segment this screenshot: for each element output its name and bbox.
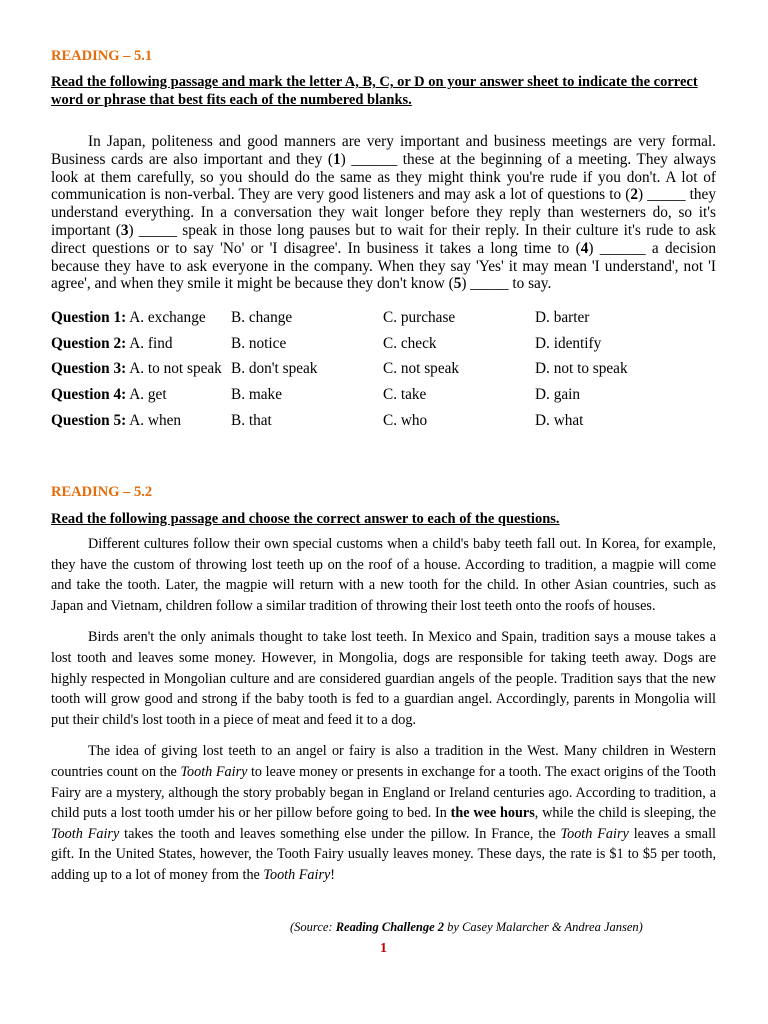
section-reading-5-2 xyxy=(51,484,716,886)
passage-text: to leave money or presents in exchange for a tooth. The exact origins of the Tooth Fairy are a mystery, although the story probably began in England or Ireland centuries ago. According to tradition, a child puts a lost tooth umder his or her pillow before going to bed. In xyxy=(51,763,716,822)
bold-phrase: the wee hours xyxy=(450,805,535,822)
option-a: A. exchange xyxy=(126,309,206,327)
option-b: B. change xyxy=(231,309,293,327)
source-citation: (Source: Reading Challenge 2 by Casey Malarcher & Andrea Jansen) xyxy=(290,920,643,934)
question-row xyxy=(51,331,628,357)
section-title: READING – 5.1 xyxy=(51,48,153,64)
option-c: C. check xyxy=(383,334,437,352)
passage-text: ) _____ to say. xyxy=(461,275,552,293)
emphasis: Tooth Fairy xyxy=(560,825,629,842)
question-row xyxy=(51,357,628,383)
blank-number: 5 xyxy=(453,275,462,293)
passage-text: , while the child is sleeping, the xyxy=(534,805,717,822)
blank-number: 4 xyxy=(580,239,589,257)
passage-paragraph: Birds aren't the only animals thought to take lost teeth. In Mexico and Spain, tradition says a mouse takes a lost tooth and leaves some money. However, in Mongolia, dogs are responsible for taking teeth away. Dogs are highly respected in Mongolian culture and are considered guardian angels of the people. Tradition says that the new tooth will grow good and strong if the baby tooth is fed to a guardian angel. Accordingly, parents in Mongolia will put their child's lost tooth in a piece of meat and feed it to a dog. xyxy=(51,629,716,728)
blank-number: 1 xyxy=(333,150,341,168)
passage xyxy=(51,133,716,293)
passage-paragraph: Different cultures follow their own special customs when a child's baby teeth fall out. In Korea, for example, they have the custom of throwing lost teeth up on the roof of a house. According to tradition, a magpie will come and take the tooth. Later, the magpie will return with a new tooth for the child. In other Asian countries, such as Japan and Vietnam, children follow a similar tradition of throwing their lost teeth onto the roofs of houses. xyxy=(51,536,716,614)
emphasis: Tooth Fairy xyxy=(51,825,120,842)
question-label: Question 4: xyxy=(51,386,127,404)
question-label: Question 2: xyxy=(51,334,127,352)
section-reading-5-1 xyxy=(51,48,716,434)
option-d: D. identify xyxy=(535,334,602,352)
option-d: D. gain xyxy=(535,386,581,404)
question-row xyxy=(51,305,628,331)
option-a: A. when xyxy=(126,411,182,429)
blank-number: 3 xyxy=(120,221,129,239)
question-label: Question 3: xyxy=(51,360,127,378)
option-d: D. barter xyxy=(535,309,590,327)
passage-text: ) _____ speak in those long pauses but to wait for their reply. In their culture it's rude to ask direct questions or to say 'No' or 'I disagree'. In business it takes a long time to ( xyxy=(51,221,716,257)
option-b: B. don't speak xyxy=(231,360,318,378)
option-b: B. make xyxy=(231,386,282,404)
option-c: C. who xyxy=(383,411,428,429)
option-c: C. purchase xyxy=(383,309,456,327)
instruction: Read the following passage and choose the correct answer to each of the questions. xyxy=(51,511,560,527)
option-c: C. take xyxy=(383,386,427,404)
option-a: A. find xyxy=(126,334,173,352)
question-table xyxy=(51,305,628,433)
option-c: C. not speak xyxy=(383,360,460,378)
question-label: Question 1: xyxy=(51,309,127,327)
passage-text: ! xyxy=(330,866,336,883)
question-row xyxy=(51,382,628,408)
blank-number: 2 xyxy=(630,186,639,204)
passage-text: ) ______ these at the beginning of a meeting. They always look at them carefully, so you should do the same as they might think you're rude if you don't. A lot of communication is non-verbal. They are very good listeners and may ask a lot of questions to ( xyxy=(51,150,717,204)
page-number: 1 xyxy=(380,941,387,956)
emphasis: Tooth Fairy xyxy=(263,866,331,883)
source-book-title: Reading Challenge 2 xyxy=(335,920,445,934)
passage-text: In Japan, politeness and good manners are very important and business meetings are very formal. Business cards are also important and they ( xyxy=(51,133,716,168)
passage-text: The idea of giving lost teeth to an angel or fairy is also a tradition in the West. Many children in Western countries count on the xyxy=(51,743,716,780)
section-title: READING – 5.2 xyxy=(51,484,153,500)
passage-text: takes the tooth and leaves something else under the pillow. In France, the xyxy=(119,825,561,842)
question-label: Question 5: xyxy=(51,411,127,429)
passage-text: ) ______ a decision because they have to ask everyone in the company. When they say 'Yes' it may mean 'I understand', not 'I agree', and when they smile it might be because they don't know ( xyxy=(51,239,716,293)
option-b: B. that xyxy=(231,411,272,429)
option-a: A. get xyxy=(126,386,167,404)
emphasis: Tooth Fairy xyxy=(180,763,248,780)
instruction: Read the following passage and mark the letter A, B, C, or D on your answer sheet to indicate the correct word or phrase that best fits each of the numbered blanks. xyxy=(51,74,698,108)
passage-text: ) _____ they understand everything. In a conversation they wait longer before they reply than westerners do, so it's important ( xyxy=(51,186,716,239)
passage-paragraph xyxy=(51,741,716,885)
option-b: B. notice xyxy=(231,334,287,352)
question-row xyxy=(51,408,628,434)
option-d: D. not to speak xyxy=(535,360,628,378)
option-a: A. to not speak xyxy=(126,360,222,378)
passage-text: leaves a small gift. In the United States, however, the Tooth Fairy usually leaves money. These days, the rate is $1 to $5 per tooth, adding up to a lot of money from the xyxy=(51,825,716,883)
option-d: D. what xyxy=(535,411,584,429)
